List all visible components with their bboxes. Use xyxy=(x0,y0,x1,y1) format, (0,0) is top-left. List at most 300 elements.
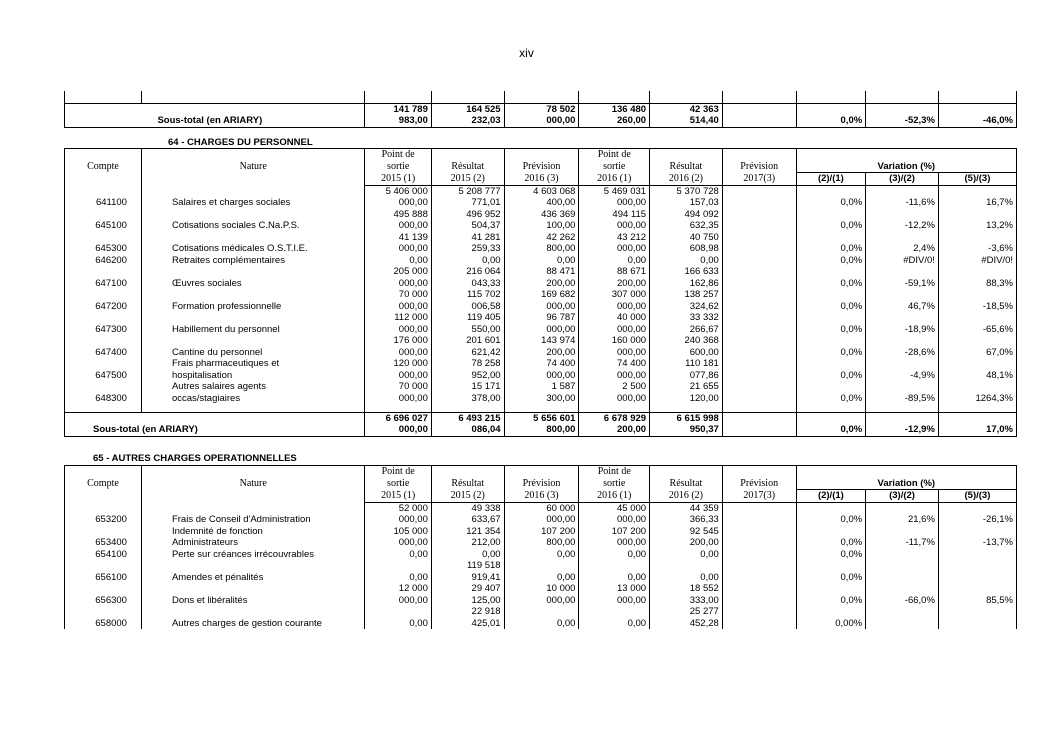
prev-2017-cell xyxy=(722,266,796,289)
variation-1-cell: 0,0% xyxy=(796,209,866,232)
variation-3-cell: -65,6% xyxy=(938,312,1016,335)
value-line: 92 545 xyxy=(689,525,719,537)
variation-1-cell: 0,0% xyxy=(796,381,866,404)
value-line: 952,00 xyxy=(471,369,501,381)
pds-2015-cell xyxy=(365,255,431,267)
variation-2-cell: -66,0% xyxy=(866,583,939,606)
header-text: Prévision xyxy=(504,161,579,173)
value-line: 70 000 xyxy=(398,381,428,392)
pds-2015-cell xyxy=(365,209,431,232)
variation-1-cell: 0,0% xyxy=(796,335,866,358)
nature-cell xyxy=(141,381,365,404)
value-line: Salaires et charges sociales xyxy=(171,197,291,208)
prev-2016-cell xyxy=(504,381,579,404)
pds-2016-cell xyxy=(579,266,650,289)
header-text: Point de xyxy=(597,149,631,160)
value-line: 0,00 xyxy=(556,571,576,583)
compte-cell: 656300 xyxy=(65,583,142,606)
value: 514,40 xyxy=(689,115,719,126)
header-ratio: (3)/(2) xyxy=(866,490,939,503)
value-line: 504,37 xyxy=(471,220,501,231)
value-line: 000,00 xyxy=(398,300,428,312)
pds-2015-cell xyxy=(365,358,431,381)
variation-1-cell: 0,0% xyxy=(796,549,866,561)
value-line: 000,00 xyxy=(546,323,576,335)
header-text: sortie xyxy=(365,478,431,490)
value-line: Indemnité de fonction xyxy=(171,525,263,537)
subtotal-row xyxy=(65,103,1017,127)
value-line: 6 493 215 xyxy=(458,412,501,424)
header-prev-2016 xyxy=(504,466,579,478)
value-line: 950,37 xyxy=(689,424,719,435)
header-text: Prévision xyxy=(504,478,579,490)
value-line: 632,35 xyxy=(689,220,719,231)
table-row xyxy=(65,209,1017,232)
value-line: 44 359 xyxy=(689,502,719,514)
prev-2016-cell xyxy=(504,289,579,312)
header-variation: Variation (%) xyxy=(796,161,1016,173)
value-line: 143 974 xyxy=(541,335,576,346)
value-line: 000,00 xyxy=(546,369,576,381)
value-line: 000,00 xyxy=(617,392,647,404)
value-line: 96 787 xyxy=(546,312,576,323)
value-line: 107 200 xyxy=(611,525,647,537)
value: 141 789 xyxy=(393,103,428,115)
value-line: 000,00 xyxy=(398,197,428,208)
pds-2015-cell xyxy=(365,185,431,209)
variation-3-cell: -3,6% xyxy=(938,232,1016,255)
variation-3-cell: -18,5% xyxy=(938,289,1016,312)
prev-2016-cell xyxy=(504,526,579,549)
res-2015-cell xyxy=(431,583,504,606)
subtotal-label: Sous-total (en ARIARY) xyxy=(141,103,365,127)
value-line: Autres charges de gestion courante xyxy=(171,617,322,629)
table-body xyxy=(65,185,1017,404)
value-line: 259,33 xyxy=(471,243,501,254)
compte-cell: 647100 xyxy=(65,266,142,289)
value-line: 000,00 xyxy=(617,537,647,548)
value-line: 107 200 xyxy=(541,525,576,537)
res-2015-cell xyxy=(431,526,504,549)
variation-2-cell: -4,9% xyxy=(866,358,939,381)
value-line: 000,00 xyxy=(398,424,428,435)
variation-3-cell: 1264,3% xyxy=(938,381,1016,404)
value-line: 0,00 xyxy=(627,571,647,583)
value-line: 0,00 xyxy=(409,548,428,560)
header-year: 2016 (2) xyxy=(650,173,723,186)
value-line: 22 918 xyxy=(471,606,501,617)
variation-3-cell xyxy=(938,560,1016,583)
value-line: 043,33 xyxy=(471,277,501,289)
header-ratio: (3)/(2) xyxy=(866,173,939,186)
pds-2016-cell xyxy=(579,255,650,267)
value-line: Habillement du personnel xyxy=(171,323,280,335)
table-body xyxy=(65,502,1017,629)
value-line: 000,00 xyxy=(398,537,428,548)
section-64-table xyxy=(64,148,1017,437)
variation-2-cell xyxy=(866,606,939,629)
compte-cell: 645300 xyxy=(65,232,142,255)
compte-cell: 645100 xyxy=(65,209,142,232)
value-line: 333,00 xyxy=(689,594,719,606)
header-ratio: (2)/(1) xyxy=(796,173,866,186)
res-2015-cell xyxy=(431,185,504,209)
prev-2017-cell xyxy=(722,335,796,358)
value-line: 000,00 xyxy=(617,369,647,381)
value-line: 100,00 xyxy=(546,220,576,231)
value-line: 400,00 xyxy=(546,197,576,208)
value-line: 425,01 xyxy=(471,617,501,629)
value-line: 000,00 xyxy=(398,323,428,335)
variation-2-cell: -28,6% xyxy=(866,335,939,358)
header-text: sortie xyxy=(365,161,431,173)
header-text: Résultat xyxy=(431,478,504,490)
prev-2016-cell xyxy=(504,560,579,583)
header-pds-2016 xyxy=(579,149,650,161)
header-prev-2017 xyxy=(722,149,796,161)
table-row xyxy=(65,502,1017,526)
variation-1-cell: 0,0% xyxy=(796,185,866,209)
value-line: 621,42 xyxy=(471,346,501,358)
value-line: 608,98 xyxy=(689,243,719,254)
header-text: Prévision xyxy=(722,161,796,173)
value-line: 0,00 xyxy=(700,548,719,560)
value-line: 5 406 000 xyxy=(385,185,428,197)
value-line: 45 000 xyxy=(617,502,647,514)
header-compte: Compte xyxy=(65,149,142,186)
pds-2016-cell xyxy=(579,185,650,209)
res-2016-cell xyxy=(650,560,723,583)
value-line: 15 171 xyxy=(471,381,501,392)
prev-2017-cell xyxy=(722,583,796,606)
pds-2016-cell xyxy=(579,560,650,583)
value-line: 324,62 xyxy=(689,300,719,312)
compte-cell: 641100 xyxy=(65,185,142,209)
header-pds-2015 xyxy=(365,149,431,161)
value-line: Frais de Conseil d'Administration xyxy=(171,514,311,525)
compte-cell: 654100 xyxy=(65,549,142,561)
value: 983,00 xyxy=(398,115,428,126)
res-2015-cell xyxy=(431,209,504,232)
value-line: 88 671 xyxy=(617,266,647,277)
table-row xyxy=(65,583,1017,606)
value-line: 10 000 xyxy=(546,583,576,594)
res-2015-cell xyxy=(431,381,504,404)
value-line: 41 139 xyxy=(398,231,428,243)
header-text: Point de xyxy=(381,466,415,477)
res-2015-cell xyxy=(431,266,504,289)
header-ratio: (5)/(3) xyxy=(938,490,1016,503)
value-line: 000,00 xyxy=(398,243,428,254)
value-line: 157,03 xyxy=(689,197,719,208)
value-line: Perte sur créances irrécouvrables xyxy=(171,548,314,560)
res-2016-cell xyxy=(650,232,723,255)
pds-2015-cell xyxy=(365,335,431,358)
value-line: 40 000 xyxy=(617,312,647,323)
res-2016-cell xyxy=(650,209,723,232)
res-2016-cell xyxy=(650,502,723,526)
variation-value: -52,3% xyxy=(866,103,939,127)
value-line: 120 000 xyxy=(393,358,428,369)
pds-2016-cell xyxy=(579,381,650,404)
value-line: 0,00 xyxy=(627,617,647,629)
table-row xyxy=(65,358,1017,381)
value-line: 436 369 xyxy=(541,208,576,220)
value-line: 4 603 068 xyxy=(533,185,576,197)
nature-cell xyxy=(141,185,365,209)
table-row xyxy=(65,606,1017,629)
pds-2015-cell xyxy=(365,583,431,606)
value-line: 21 655 xyxy=(689,381,719,392)
value-line: 000,00 xyxy=(617,197,647,208)
prev-2016-cell xyxy=(504,266,579,289)
value-line: 240 368 xyxy=(684,335,719,346)
variation-1-cell: 0,0% xyxy=(796,502,866,526)
value-line: 205 000 xyxy=(393,266,428,277)
value-line: 000,00 xyxy=(617,243,647,254)
variation-3-cell: -13,7% xyxy=(938,526,1016,549)
subtotal-value xyxy=(579,412,650,436)
prev-2017-cell xyxy=(722,312,796,335)
value-line: 000,00 xyxy=(398,392,428,404)
value-line: 1 587 xyxy=(551,381,576,392)
value-line: 25 277 xyxy=(689,606,719,617)
pds-2016-cell xyxy=(579,232,650,255)
header-year: 2016 (3) xyxy=(504,173,579,186)
header-nature: Nature xyxy=(141,466,365,503)
value-line: 452,28 xyxy=(689,617,719,629)
header-text: Point de xyxy=(381,149,415,160)
value-line: 800,00 xyxy=(546,243,576,254)
value-line: 74 400 xyxy=(617,358,647,369)
res-2016-cell xyxy=(650,185,723,209)
subtotal-63-table xyxy=(64,91,1017,128)
value-line: 112 000 xyxy=(394,312,428,323)
header-res-2015 xyxy=(431,466,504,478)
table-header xyxy=(65,149,1017,186)
value: 164 525 xyxy=(466,103,501,115)
value-line: 378,00 xyxy=(471,392,501,404)
variation-2-cell: -59,1% xyxy=(866,266,939,289)
value-line: 0,00 xyxy=(700,571,719,583)
header-text: Résultat xyxy=(650,161,723,173)
table-row xyxy=(65,232,1017,255)
res-2016-cell xyxy=(650,289,723,312)
variation-2-cell: 46,7% xyxy=(866,289,939,312)
header-text: Point de xyxy=(597,466,631,477)
pds-2016-cell xyxy=(579,502,650,526)
value-line: 78 258 xyxy=(471,358,501,369)
value-line: 800,00 xyxy=(546,537,576,548)
variation-1-cell: 0,0% xyxy=(796,560,866,583)
value-line: 0,00 xyxy=(556,548,576,560)
value-line: 40 750 xyxy=(689,231,719,243)
value-line: 307 000 xyxy=(611,289,647,300)
subtotal-row xyxy=(65,412,1017,436)
variation-2-cell: -18,9% xyxy=(866,312,939,335)
variation-1-cell: 0,0% xyxy=(796,289,866,312)
value-line: 166 633 xyxy=(684,266,719,277)
header-year: 2016 (1) xyxy=(579,173,650,186)
variation-2-cell: #DIV/0! xyxy=(866,255,939,267)
variation-3-cell: #DIV/0! xyxy=(938,255,1016,267)
value: 000,00 xyxy=(546,115,576,126)
value-line: 494 115 xyxy=(612,208,647,220)
value-line: 201 601 xyxy=(466,335,501,346)
compte-cell: 647400 xyxy=(65,335,142,358)
subtotal-value xyxy=(365,412,431,436)
nature-cell xyxy=(141,560,365,583)
section-64-title: 64 - CHARGES DU PERSONNEL xyxy=(168,137,313,148)
subtotal-label: Sous-total (en ARIARY) xyxy=(65,412,365,436)
variation-3-cell: 48,1% xyxy=(938,358,1016,381)
compte-cell: 647500 xyxy=(65,358,142,381)
header-year: 2017(3) xyxy=(722,490,796,503)
section-65-table xyxy=(64,465,1017,629)
prev-2016-cell xyxy=(504,502,579,526)
pds-2015-cell xyxy=(365,502,431,526)
value-line: Formation professionnelle xyxy=(171,300,282,312)
page-number: xiv xyxy=(519,46,534,60)
value-line: 29 407 xyxy=(471,583,501,594)
value: 136 480 xyxy=(611,103,647,115)
value-line: 550,00 xyxy=(471,323,501,335)
variation-3-cell: 67,0% xyxy=(938,335,1016,358)
prev-2017-cell xyxy=(722,606,796,629)
value-line: 086,04 xyxy=(471,424,501,435)
variation-1-cell: 0,0% xyxy=(796,255,866,267)
res-2015-cell xyxy=(431,255,504,267)
header-compte: Compte xyxy=(65,466,142,503)
variation-2-cell xyxy=(866,549,939,561)
nature-cell xyxy=(141,312,365,335)
subtotal-value xyxy=(431,412,504,436)
value-line: 74 400 xyxy=(546,358,576,369)
prev-2017-cell xyxy=(722,185,796,209)
value-line: hospitalisation xyxy=(171,369,233,381)
header-year: 2016 (2) xyxy=(650,490,723,503)
variation-1-cell: 0,0% xyxy=(796,266,866,289)
value-line: 125,00 xyxy=(471,594,501,606)
pds-2016-cell xyxy=(579,358,650,381)
header-prev-2017 xyxy=(722,466,796,478)
value-line: 120,00 xyxy=(689,392,719,404)
variation-3-cell xyxy=(938,606,1016,629)
variation-value: -46,0% xyxy=(938,103,1016,127)
pds-2016-cell xyxy=(579,209,650,232)
value-line: 6 615 998 xyxy=(676,412,719,424)
value-line: 494 092 xyxy=(684,208,719,220)
pds-2015-cell xyxy=(365,549,431,561)
value-line: 2 500 xyxy=(622,381,647,392)
header-res-2016 xyxy=(650,466,723,478)
res-2016-cell xyxy=(650,583,723,606)
res-2016-cell xyxy=(650,255,723,267)
res-2015-cell xyxy=(431,549,504,561)
variation-2-cell: 2,4% xyxy=(866,232,939,255)
prev-2017-cell xyxy=(722,549,796,561)
value-line: 13 000 xyxy=(617,583,647,594)
value-line: 105 000 xyxy=(393,525,428,537)
header-year: 2015 (2) xyxy=(431,490,504,503)
value-line: 160 000 xyxy=(611,335,647,346)
value-line: 000,00 xyxy=(617,300,647,312)
value-line: 495 888 xyxy=(393,208,428,220)
variation-3-cell: 88,3% xyxy=(938,266,1016,289)
value-line: 496 952 xyxy=(466,208,501,220)
pds-2016-cell xyxy=(579,583,650,606)
res-2015-cell xyxy=(431,502,504,526)
variation-2-cell: -12,2% xyxy=(866,209,939,232)
value-line: 000,00 xyxy=(617,346,647,358)
nature-cell xyxy=(141,549,365,561)
subtotal-variation: 0,0% xyxy=(796,412,866,436)
prev-2016-cell xyxy=(504,606,579,629)
value-line: 216 064 xyxy=(466,266,501,277)
prev-2017-cell xyxy=(722,232,796,255)
value-line: 5 208 777 xyxy=(458,185,501,197)
prev-2016-cell xyxy=(504,312,579,335)
value-line: Administrateurs xyxy=(171,537,238,548)
header-text: Résultat xyxy=(431,161,504,173)
pds-2015-cell xyxy=(365,560,431,583)
variation-1-cell: 0,0% xyxy=(796,312,866,335)
pds-2015-cell xyxy=(365,289,431,312)
table-header xyxy=(65,466,1017,503)
variation-3-cell: -26,1% xyxy=(938,502,1016,526)
variation-3-cell: 13,2% xyxy=(938,209,1016,232)
value-line: occas/stagiaires xyxy=(171,392,241,404)
compte-cell: 648300 xyxy=(65,381,142,404)
nature-cell xyxy=(141,583,365,606)
value-line: 212,00 xyxy=(471,537,501,548)
value-line: Cotisations sociales C.Na.P.S. xyxy=(171,220,300,231)
value-line: 771,01 xyxy=(471,197,501,208)
res-2016-cell xyxy=(650,381,723,404)
pds-2016-cell xyxy=(579,526,650,549)
res-2015-cell xyxy=(431,335,504,358)
value-line: 000,00 xyxy=(398,594,428,606)
value-line: 006,58 xyxy=(471,300,501,312)
pds-2016-cell xyxy=(579,312,650,335)
nature-cell xyxy=(141,232,365,255)
value-line: 6 696 027 xyxy=(385,412,428,424)
value-line: Retraites complémentaires xyxy=(171,254,285,266)
prev-2017-cell xyxy=(722,209,796,232)
value-line: 110 181 xyxy=(685,358,719,369)
res-2015-cell xyxy=(431,606,504,629)
prev-2016-cell xyxy=(504,335,579,358)
header-year: 2015 (1) xyxy=(365,490,431,503)
value-line: 49 338 xyxy=(471,502,501,514)
value-line: 60 000 xyxy=(546,502,576,514)
header-res-2015 xyxy=(431,149,504,161)
value-line: 0,00 xyxy=(556,254,576,266)
variation-2-cell xyxy=(866,560,939,583)
value-line: Cantine du personnel xyxy=(171,346,263,358)
value-line: 0,00 xyxy=(482,548,501,560)
value-line: 176 000 xyxy=(393,335,428,346)
value-line: 200,00 xyxy=(617,277,647,289)
value-line: 000,00 xyxy=(617,594,647,606)
compte-cell: 647300 xyxy=(65,312,142,335)
header-year: 2015 (2) xyxy=(431,173,504,186)
pds-2015-cell xyxy=(365,232,431,255)
compte-cell: 658000 xyxy=(65,606,142,629)
table-row xyxy=(65,289,1017,312)
res-2016-cell xyxy=(650,335,723,358)
value-line: 119 518 xyxy=(466,560,501,571)
